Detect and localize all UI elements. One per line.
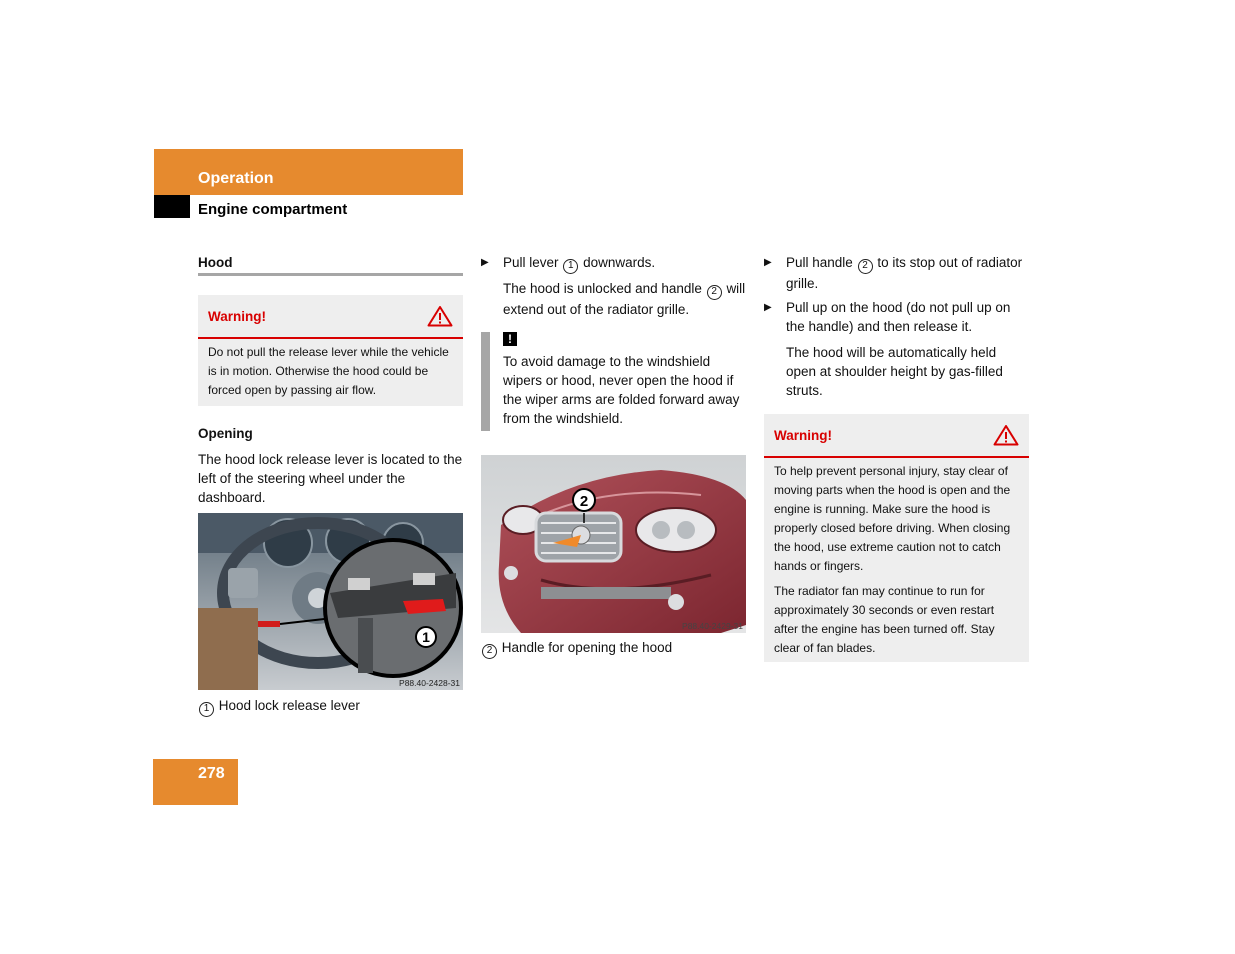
warning-text: Do not pull the release lever while the vehicle is in motion. Otherwise the hood could be forced open by passing air flow.: [208, 345, 449, 397]
caption-text: Hood lock release lever: [218, 698, 360, 713]
warning-triangle-icon: [993, 424, 1019, 446]
dashboard-image-icon: [198, 513, 463, 690]
image-code-1: P88.40-2428-31: [399, 678, 460, 688]
hood-handle-illustration: [481, 455, 746, 633]
step-text: Pull up on the hood (do not pull up on the handle) and then release it.: [786, 300, 1011, 334]
warning-title: Warning!: [774, 427, 832, 443]
callout-number: 2: [482, 644, 497, 659]
warning-triangle-icon: [427, 305, 453, 327]
warning-box-injury: [764, 414, 1029, 662]
callout-number: 1: [199, 702, 214, 717]
header-marker: [154, 195, 190, 218]
notice-bar: [481, 332, 490, 431]
step-text: to its stop out of radiator grille.: [786, 255, 1023, 291]
warning-text: To help prevent personal injury, stay clear of moving parts when the hood is open and the engine is running. Make sure the hood is properly closed before driving. When closing the hood, use extreme caution not to catch hands or fingers.: [774, 464, 1011, 573]
warning-title: Warning!: [208, 308, 266, 324]
step-pull-handle: [764, 253, 1029, 293]
callout-number: 2: [858, 259, 873, 274]
lever-caption: [198, 696, 360, 717]
warning-box-lever: [198, 295, 463, 406]
warning-header: [198, 295, 463, 339]
warning-text-fan: The radiator fan may continue to run for approximately 30 seconds or even restart after the engine has been turned off. Stay clear of fan blades.: [774, 584, 995, 655]
lever-illustration: [198, 513, 463, 690]
car-front-image-icon: [481, 455, 746, 633]
hood-heading: Hood: [198, 255, 233, 270]
section-title: Operation: [198, 170, 274, 187]
result-unlocked: [503, 279, 746, 319]
step-text: downwards.: [583, 255, 656, 270]
image-code-2: P88.40-2429-31: [682, 621, 743, 631]
result-held-open: The hood will be automatically held open at shoulder height by gas-filled struts.: [786, 345, 1003, 398]
result-text: will extend out of the radiator grille.: [503, 281, 746, 317]
notice-exclamation-icon: !: [503, 332, 517, 346]
callout-number: 2: [707, 285, 722, 300]
bullet-arrow-icon: ▶: [764, 302, 772, 313]
step-pull-lever: [481, 253, 746, 274]
heading-rule: [198, 273, 463, 276]
step-pull-hood: [764, 298, 1029, 336]
warning-header: [764, 414, 1029, 458]
image-callout-1: 1: [422, 629, 430, 645]
caption-text: Handle for opening the hood: [501, 640, 673, 655]
handle-caption: [481, 638, 672, 659]
page-number-tab: [153, 759, 238, 805]
step-text: Pull handle: [786, 255, 853, 270]
image-callout-2: 2: [579, 493, 589, 510]
page-number: 278: [198, 765, 225, 782]
callout-number: 1: [563, 259, 578, 274]
bullet-arrow-icon: ▶: [764, 257, 772, 268]
opening-text: The hood lock release lever is located to the left of the steering wheel under the dashboard.: [198, 452, 463, 505]
notice-text: To avoid damage to the windshield wipers or hood, never open the hood if the wiper arms are folded forward away from the windshield.: [503, 354, 740, 426]
step-text: Pull lever: [503, 255, 559, 270]
subsection-title: Engine compartment: [198, 201, 348, 218]
result-text: The hood is unlocked and handle: [503, 281, 702, 296]
opening-heading: Opening: [198, 426, 253, 441]
bullet-arrow-icon: ▶: [481, 257, 489, 268]
